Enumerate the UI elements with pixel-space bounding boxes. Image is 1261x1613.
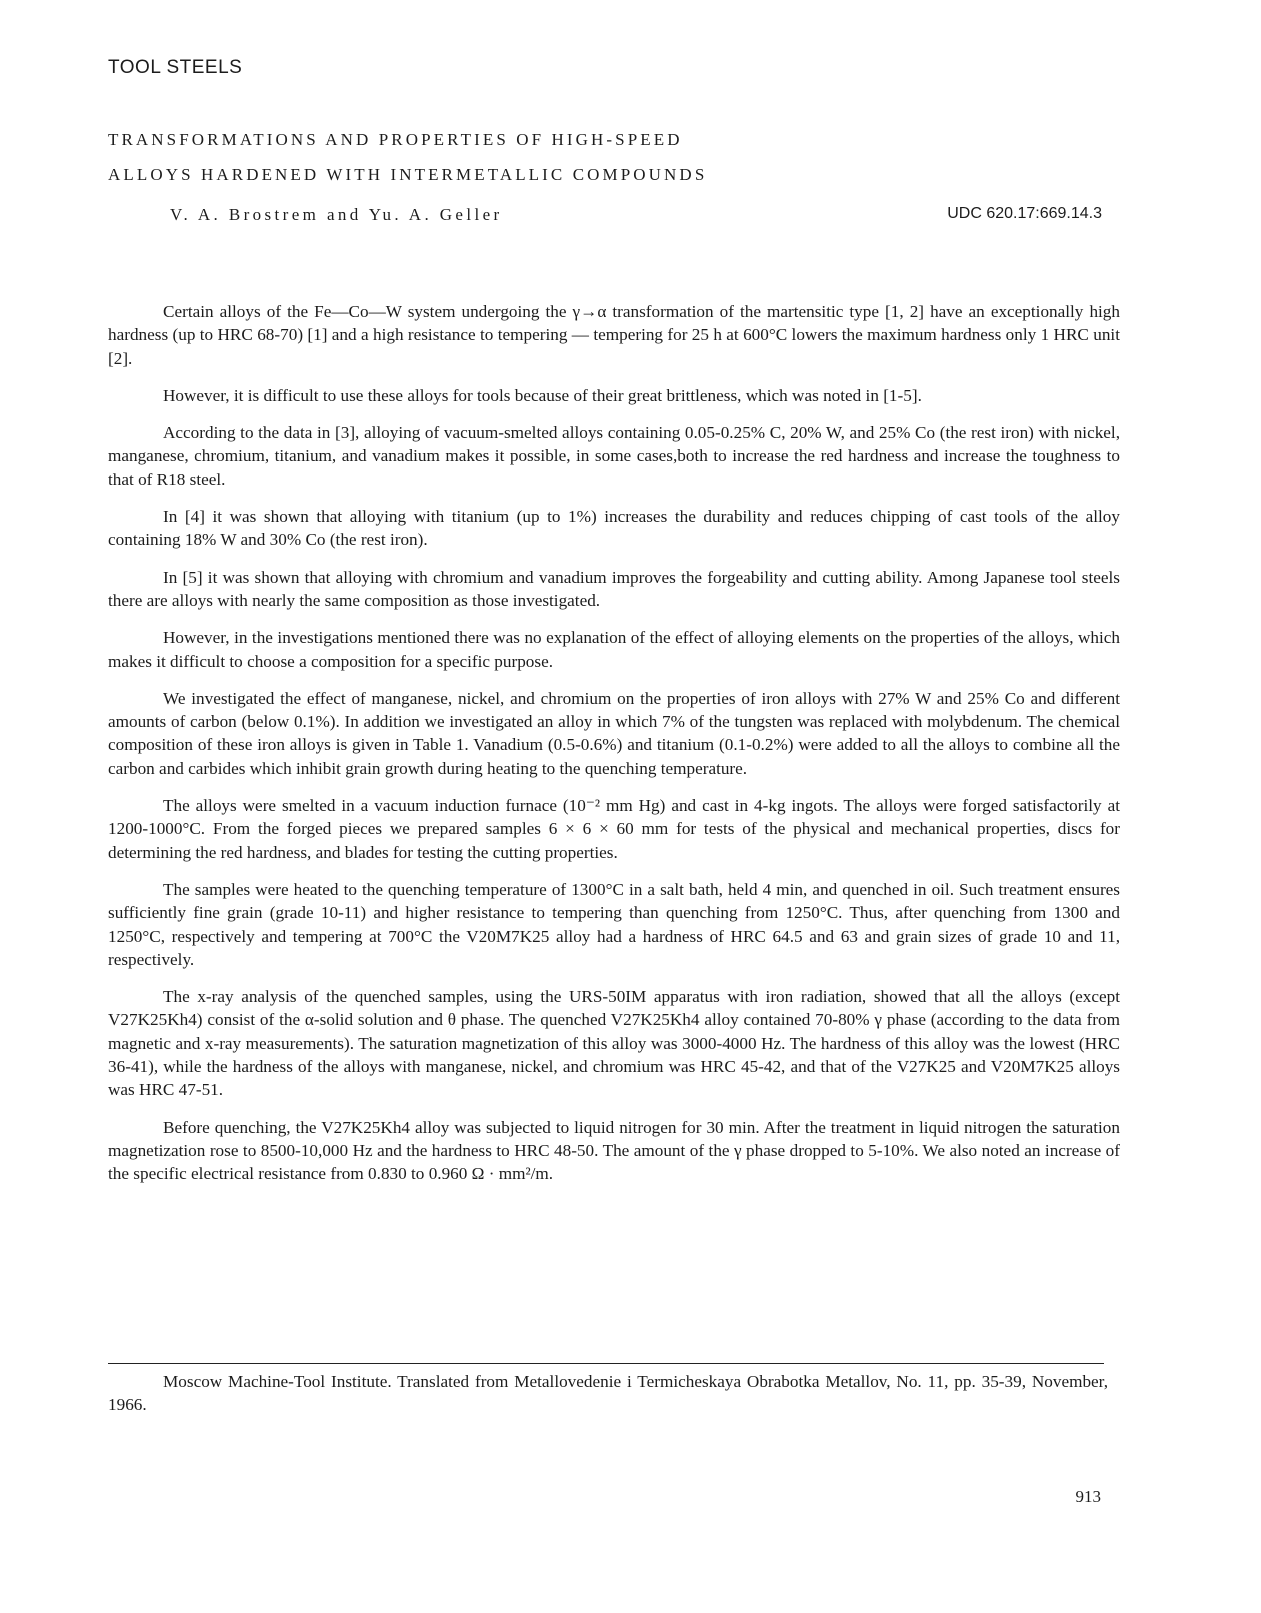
udc-code: UDC 620.17:669.14.3 xyxy=(947,205,1102,222)
paragraph: In [4] it was shown that alloying with titanium (up to 1%) increases the durability and reduces chipping of cast tools of the alloy containing 18% W and 30% Co (the rest iron). xyxy=(108,507,1120,550)
article-body xyxy=(108,300,1120,1200)
footnote-text: Moscow Machine-Tool Institute. Translated from Metallovedenie i Termicheskaya Obrabotka Metallov, No. 11, pp. 35-39, November, 1966. xyxy=(108,1372,1108,1415)
section-header: TOOL STEELS xyxy=(108,57,243,78)
footnote-divider xyxy=(108,1363,1104,1364)
paragraph: According to the data in [3], alloying of vacuum-smelted alloys containing 0.05-0.25% C, 20% W, and 25% Co (the rest iron) with nickel, manganese, chromium, titanium, and vanadium makes it possible, in some cases,both to increase the red hardness and increase the toughness to that of R18 steel. xyxy=(108,423,1120,489)
paragraph: The x-ray analysis of the quenched samples, using the URS-50IM apparatus with iron radiation, showed that all the alloys (except V27K25Kh4) consist of the α-solid solution and θ phase. The quenched V27K25Kh4 alloy contained 70-80% γ phase (according to the data from magnetic and x-ray measurements). The saturation magnetization of this alloy was 3000-4000 Hz. The hardness of this alloy was the lowest (HRC 36-41), while the hardness of the alloys with manganese, nickel, and chromium was HRC 45-42, and that of the V27K25 and V20M7K25 alloys was HRC 47-51. xyxy=(108,987,1120,1100)
paragraph: We investigated the effect of manganese, nickel, and chromium on the properties of iron alloys with 27% W and 25% Co and different amounts of carbon (below 0.1%). In addition we investigated an alloy in which 7% of the tungsten was replaced with molybdenum. The chemical composition of these iron alloys is given in Table 1. Vanadium (0.5-0.6%) and titanium (0.1-0.2%) were added to all the alloys to combine all the carbon and carbides which inhibit grain growth during heating to the quenching temperature. xyxy=(108,688,1120,778)
page-number: 913 xyxy=(1075,1487,1101,1506)
paragraph: The alloys were smelted in a vacuum induction furnace (10⁻² mm Hg) and cast in 4-kg ingots. The alloys were forged satisfactorily at 1200-1000°C. From the forged pieces we prepared samples 6 × 6 × 60 mm for tests of the physical and mechanical properties, discs for determining the red hardness, and blades for testing the cutting properties. xyxy=(108,796,1120,862)
paragraph: However, it is difficult to use these alloys for tools because of their great brittleness, which was noted in [1-5]. xyxy=(163,385,922,405)
paragraph: In [5] it was shown that alloying with chromium and vanadium improves the forgeability and cutting ability. Among Japanese tool steels there are alloys with nearly the same composition as those investigated. xyxy=(108,567,1120,610)
paragraph: However, in the investigations mentioned there was no explanation of the effect of alloying elements on the properties of the alloys, which makes it difficult to choose a composition for a specific purpose. xyxy=(108,628,1120,671)
title-line-1: TRANSFORMATIONS AND PROPERTIES OF HIGH-SPEED xyxy=(108,130,683,149)
title-line-2: ALLOYS HARDENED WITH INTERMETALLIC COMPOUNDS xyxy=(108,165,708,184)
paragraph: The samples were heated to the quenching temperature of 1300°C in a salt bath, held 4 min, and quenched in oil. Such treatment ensures sufficiently fine grain (grade 10-11) and higher resistance to tempering than quenching from 1250°C. Thus, after quenching from 1300 and 1250°C, respectively and tempering at 700°C the V20M7K25 alloy had a hardness of HRC 64.5 and 63 and grain sizes of grade 10 and 11, respectively. xyxy=(108,879,1120,969)
article-title xyxy=(108,122,1108,192)
footnote xyxy=(108,1370,1108,1417)
authors: V. A. Brostrem and Yu. A. Geller xyxy=(170,205,503,224)
paragraph: Before quenching, the V27K25Kh4 alloy was subjected to liquid nitrogen for 30 min. After the treatment in liquid nitrogen the saturation magnetization rose to 8500-10,000 Hz and the hardness to HRC 48-50. The amount of the γ phase dropped to 5-10%. We also noted an increase of the specific electrical resistance from 0.830 to 0.960 Ω · mm²/m. xyxy=(108,1117,1120,1184)
paragraph: Certain alloys of the Fe—Co—W system undergoing the γ→α transformation of the martensitic type [1, 2] have an exceptionally high hardness (up to HRC 68-70) [1] and a high resistance to tempering — tempering for 25 h at 600°C lowers the maximum hardness only 1 HRC unit [2]. xyxy=(108,302,1120,368)
